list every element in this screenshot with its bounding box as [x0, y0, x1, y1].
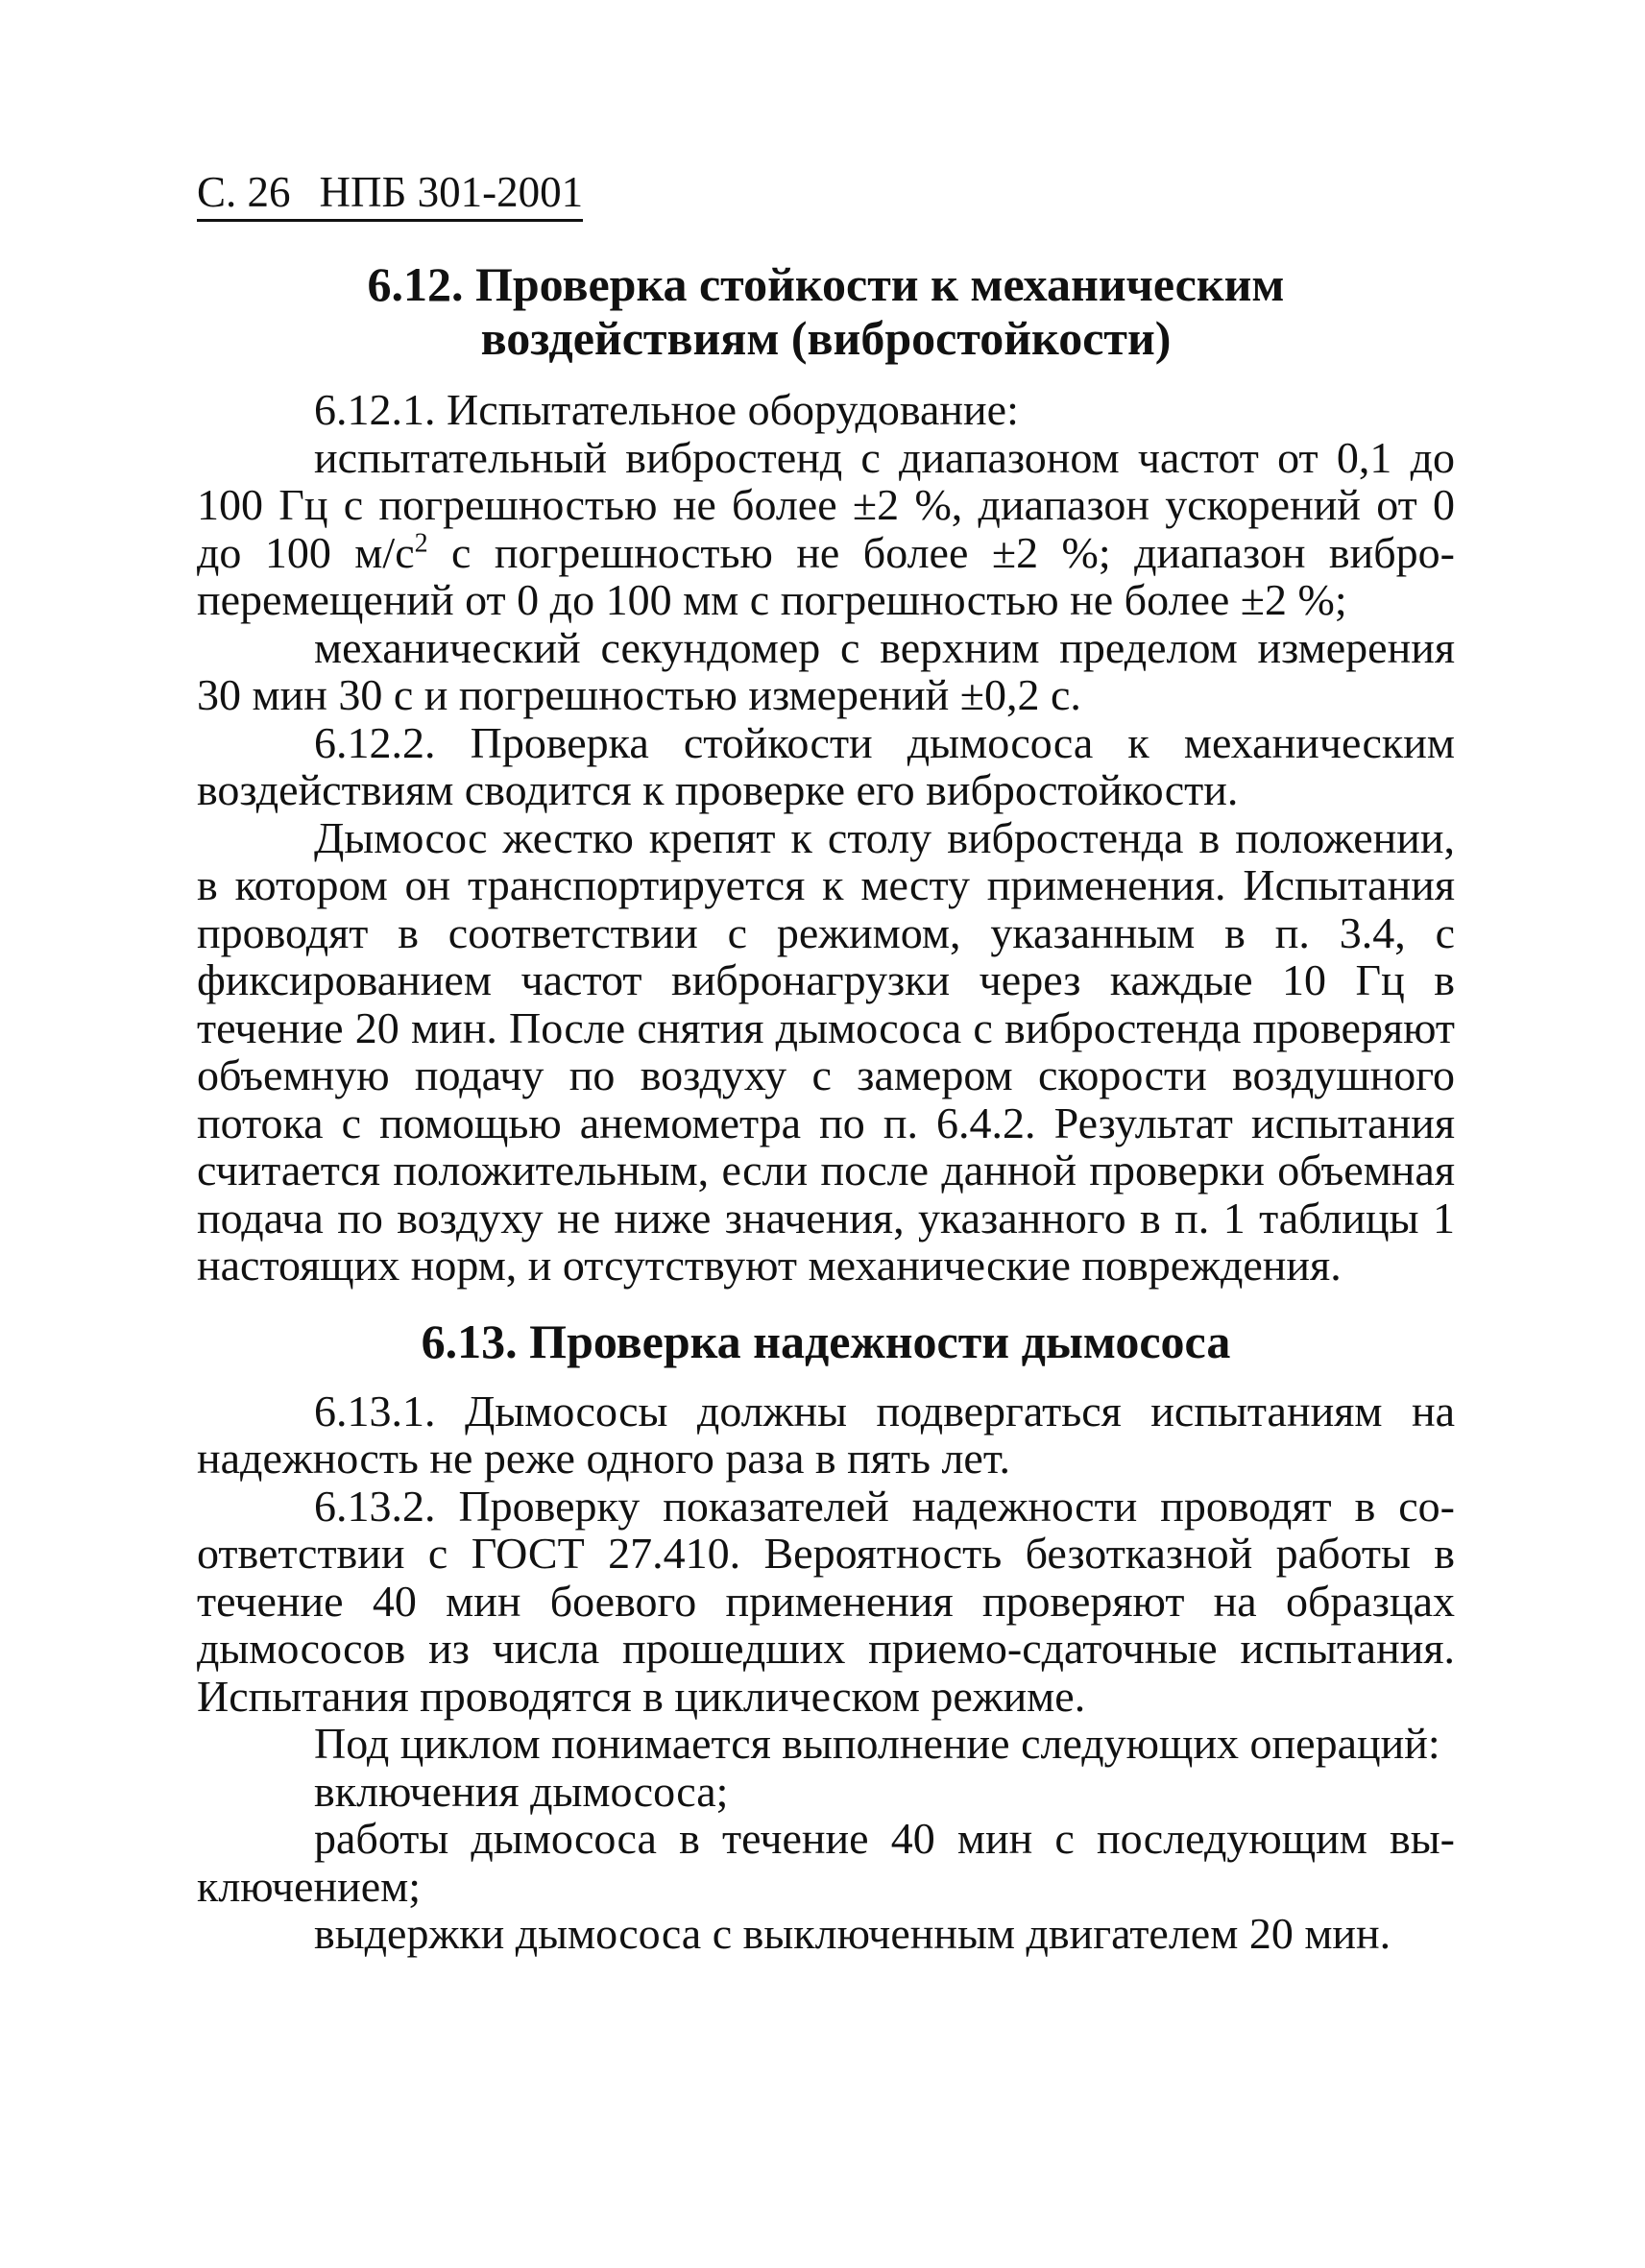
paragraph-operation: работы дымососа в течение 40 мин с последующим выключением; [197, 1814, 1455, 1911]
paragraph-vibrostand [197, 434, 1455, 624]
running-head [197, 165, 583, 222]
paragraph-6-13-2: 6.13.2. Проверку показателей надежности проводят в соответствии с ГОСТ 27.410. Вероятность безотказной работы в течение 40 мин боевого применения проверяют на образцах дымососов из числа прошедших приемо-сдаточные испытания. Испытания проводятся в циклическом режиме. [197, 1481, 1455, 1721]
section-heading-6-12 [197, 257, 1455, 365]
paragraph-6-13-1: 6.13.1. Дымососы должны подвергаться испытаниям на надежность не реже одного раза в пять лет. [197, 1386, 1455, 1483]
paragraph-hold: выдержки дымососа с выключенным двигателем 20 мин. [314, 1909, 1391, 1958]
section-heading-line-2: воздействиям (вибростойкости) [480, 311, 1172, 365]
section-heading-line-1: 6.12. Проверка стойкости к механическим [367, 257, 1285, 311]
paragraph-vibrostand-text-a: испытательный вибростенд с диапазоном частот от 0,1 до 100 Гц с погрешностью не более ±2 %, диапазон ускорений от 0 до 100 м/с [197, 432, 1455, 577]
paragraph-6-12-2: 6.12.2. Проверка стойкости дымососа к механическим воздействиям сводится к проверке его вибростойкости. [197, 717, 1455, 814]
paragraph-vibrostand-text-b: с погрешностью не более ±2 %; диапазон виброперемещений от 0 до 100 мм с погрешностью не более ±2 %; [197, 527, 1455, 624]
paragraph-stopwatch: механический секундомер с верхним пределом измерения 30 мин 30 с и погрешностью измерений ±0,2 с. [197, 622, 1455, 719]
paragraph-6-12-1: 6.12.1. Испытательное оборудование: [314, 385, 1019, 434]
document-body [197, 257, 1455, 1958]
paragraph-switch-on: включения дымососа; [314, 1766, 729, 1816]
paragraph-mounting: Дымосос жестко крепят к столу вибростенда в положении, в котором он транспортируется к месту применения. Испытания проводят в соответствии с режимом, указанным в п. 3.4, с фиксированием частот вибронагрузки через каждые 10 Гц в течение 20 мин. После снятия дымососа с вибростенда проверяют объемную подачу по воздуху с замером скорости воздушного потока с помощью анемометра по п. 6.4.2. Результат испытания считается положительным, если после данной проверки объемная подача по воздуху не ниже значения, указанного в п. 1 таблицы 1 настоящих норм, и отсутствуют механические повреждения. [197, 812, 1455, 1290]
section-heading-6-13: 6.13. Проверка надежности дымососа [421, 1314, 1231, 1368]
superscript-2: 2 [414, 528, 428, 559]
paragraph-cycle-definition: Под циклом понимается выполнение следующих операций: [314, 1719, 1440, 1768]
page-number: С. 26 [197, 168, 291, 216]
document-code: НПБ 301-2001 [319, 168, 584, 216]
